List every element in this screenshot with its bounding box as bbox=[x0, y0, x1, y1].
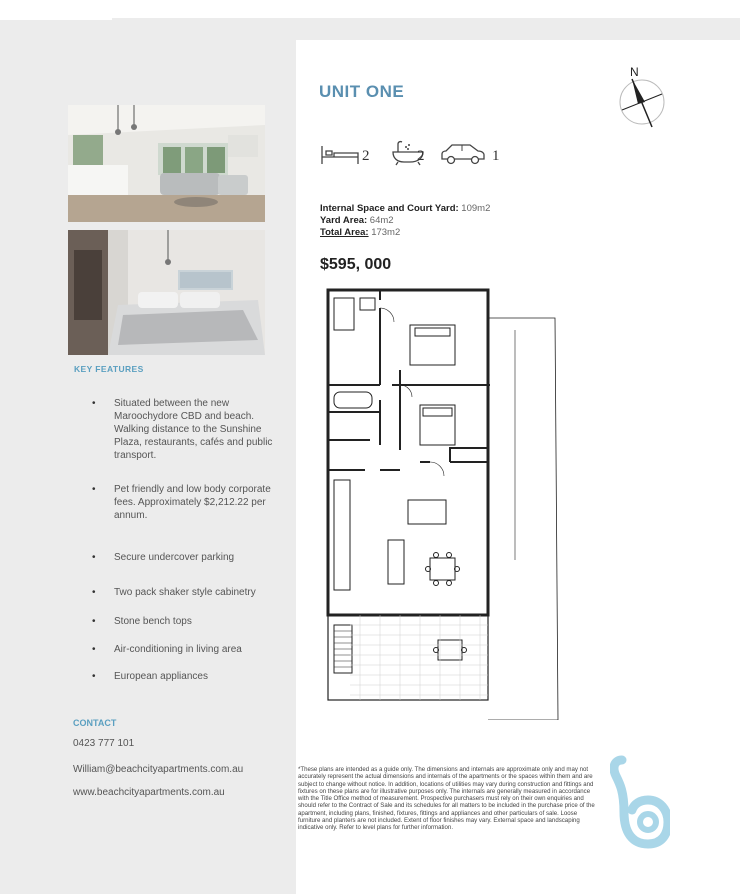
feature-item: • European appliances bbox=[88, 670, 273, 683]
price: $595, 000 bbox=[320, 256, 392, 273]
spec-yard: Yard Area: 64m2 bbox=[320, 215, 394, 226]
unit-title: UNIT ONE bbox=[319, 82, 405, 101]
feature-item: • Pet friendly and low body corporate fees. Approximately $2,212.22 per annum. bbox=[88, 483, 273, 522]
contact-email[interactable]: William@beachcityapartments.com.au bbox=[73, 764, 244, 775]
key-features-list bbox=[88, 397, 273, 683]
spec-total: Total Area: 173m2 bbox=[320, 227, 401, 238]
living-room-photo bbox=[68, 105, 265, 222]
feature-item: • Two pack shaker style cabinetry bbox=[88, 586, 273, 599]
feature-item: • Air-conditioning in living area bbox=[88, 643, 273, 656]
feature-item: • Stone bench tops bbox=[88, 615, 273, 628]
floor-plan bbox=[320, 280, 590, 720]
bathroom-count: 2 bbox=[417, 148, 425, 164]
bed-icon bbox=[320, 142, 360, 166]
compass-icon bbox=[612, 62, 672, 132]
car-icon bbox=[440, 142, 486, 166]
contact-heading: CONTACT bbox=[73, 718, 117, 728]
spec-internal: Internal Space and Court Yard: 109m2 bbox=[320, 203, 491, 214]
brand-logo bbox=[610, 752, 670, 852]
car-count: 1 bbox=[492, 148, 500, 164]
feature-item: • Secure undercover parking bbox=[88, 551, 273, 564]
contact-phone[interactable]: 0423 777 101 bbox=[73, 738, 135, 749]
compass-north-label: N bbox=[630, 65, 639, 79]
key-features-heading: KEY FEATURES bbox=[74, 364, 144, 374]
feature-item: • Situated between the new Maroochydore CBD and beach. Walking distance to the Sunshine Plaza, restaurants, cafés and public transport. bbox=[88, 397, 273, 462]
contact-website[interactable]: www.beachcityapartments.com.au bbox=[73, 787, 225, 798]
disclaimer-text: *These plans are intended as a guide only. The dimensions and internals are approximate only and may not accurately represent the actual dimensions and internals of the apartments or the spaces within them and are subject to change without notice. In addition, locations of utilities may vary during construction and fittings and fixtures on these plans are for illustrative purposes only. The internals are generally measured in accordance with the Title Office method of measurement. Prospective purchasers must rely on their own enquiries and should refer to the Contract of Sale and its schedules for all matters to be included in the purchase price of the apartment, including plans, finished, fixtures, fittings and appliances and other particulars of sale. Loose furniture and planters are not included. Extent of floor finishes may vary. External space and landscaping indicative only. Refer to level plans for further information. bbox=[298, 766, 595, 832]
bedroom-count: 2 bbox=[362, 148, 370, 164]
bedroom-photo bbox=[68, 230, 265, 355]
